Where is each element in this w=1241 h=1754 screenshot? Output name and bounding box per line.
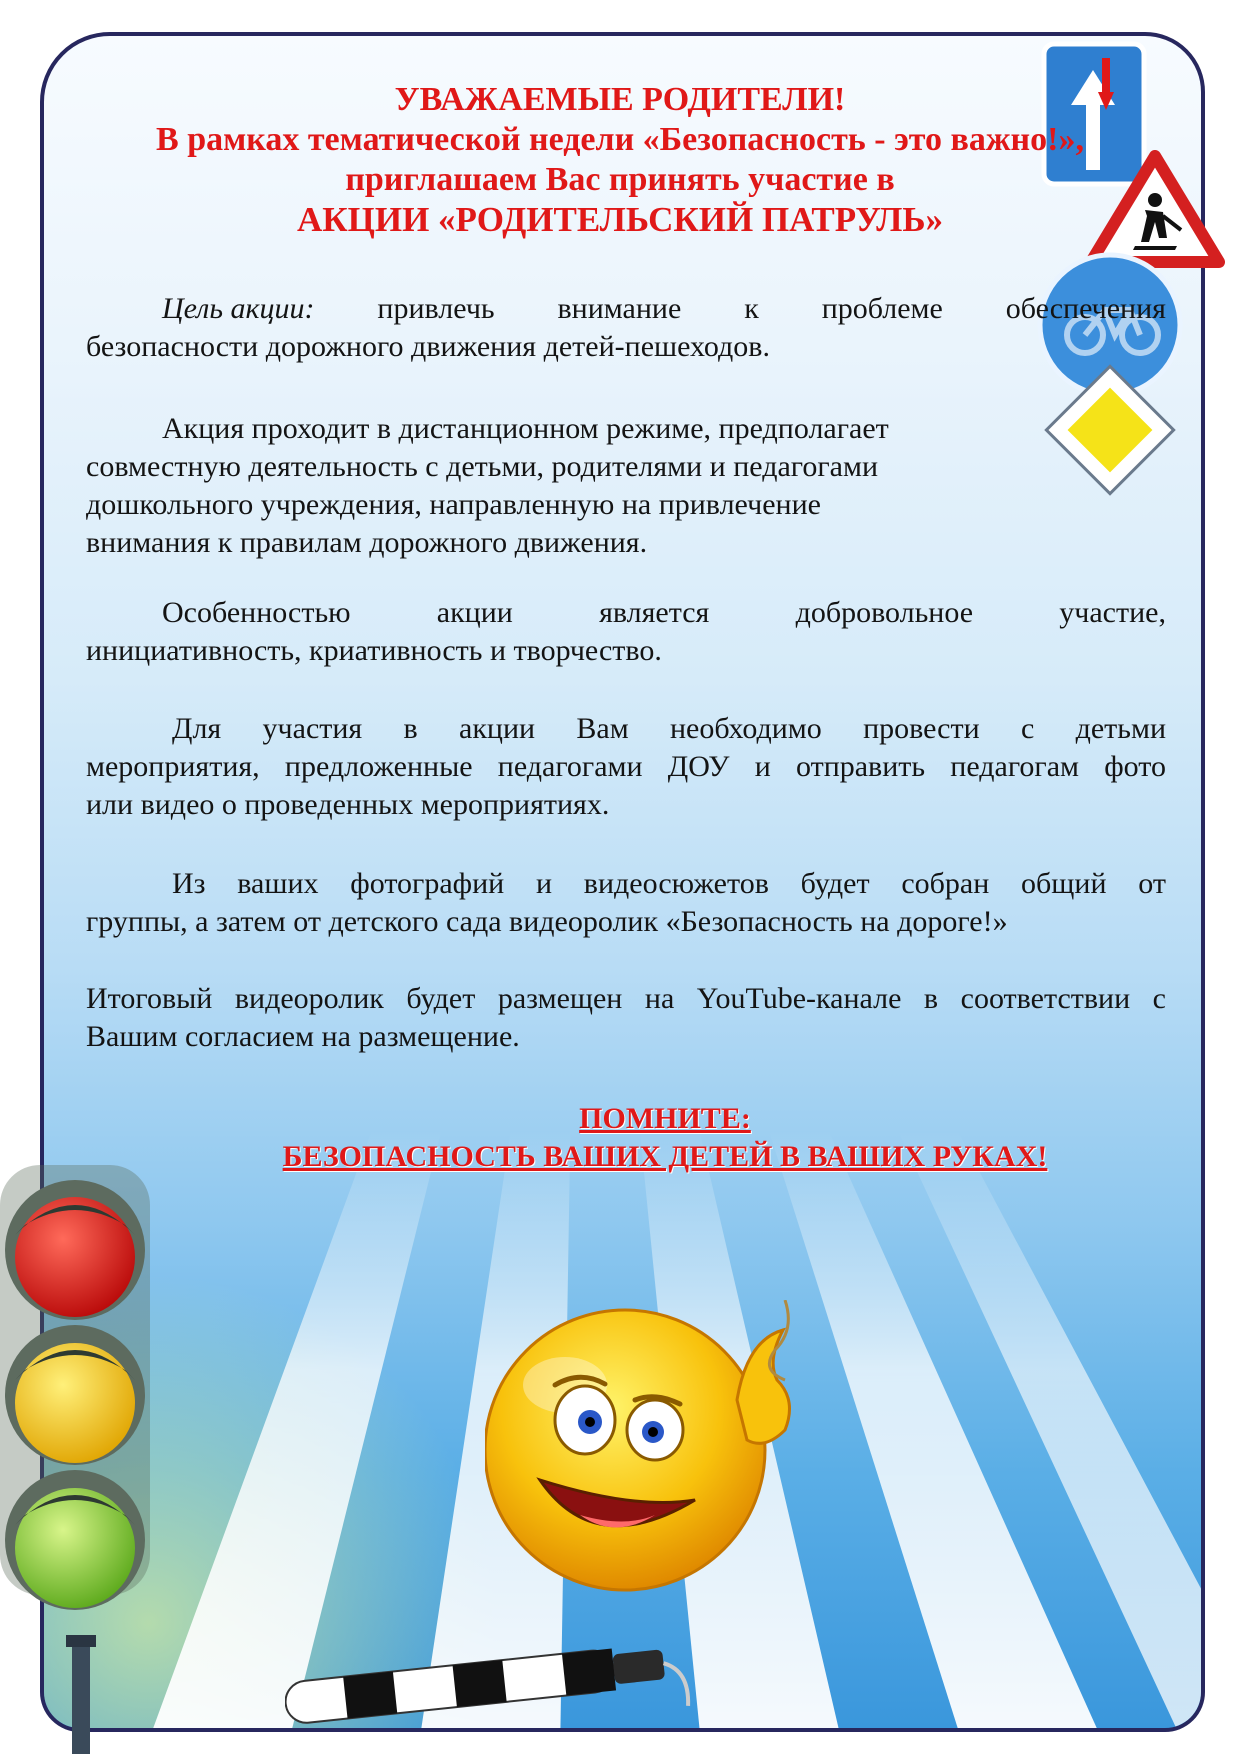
paragraph-features xyxy=(86,594,1166,670)
goal-word: проблеме xyxy=(821,292,943,325)
youtube-line: Итоговый видеоролик будет размещен на YouTube-канале в соответствии с xyxy=(86,982,1166,1015)
paragraph-youtube xyxy=(86,980,1166,1056)
features-word: участие, xyxy=(1059,596,1166,629)
goal-rest: безопасности дорожного движения детей-пешеходов. xyxy=(86,330,770,363)
paragraph-participation xyxy=(86,710,1166,824)
campaign-title: АКЦИИ «РОДИТЕЛЬСКИЙ ПАТРУЛЬ» xyxy=(296,200,944,239)
goal-word: к xyxy=(744,292,759,325)
features-word: акции xyxy=(436,596,513,629)
police-baton-icon xyxy=(285,1632,705,1742)
participation-line: или видео о проведенных мероприятиях. xyxy=(86,788,610,821)
format-line: дошкольного учреждения, направленную на привлечение xyxy=(86,488,821,521)
paragraph-format xyxy=(86,410,986,562)
participation-line: Для участия в акции Вам необходимо провести с детьми xyxy=(172,712,1166,745)
video-line: группы, а затем от детского сада видеоролик «Безопасность на дороге!» xyxy=(86,905,1008,938)
traffic-light-icon xyxy=(0,1165,175,1754)
invitation-line: приглашаем Вас принять участие в xyxy=(345,161,895,198)
slogan-remember: ПОМНИТЕ: xyxy=(579,1102,751,1135)
goal-word: внимание xyxy=(557,292,682,325)
announcement-header xyxy=(80,80,1160,240)
features-word: Особенностью xyxy=(162,596,351,629)
goal-word: привлечь xyxy=(377,292,495,325)
thinking-smiley-icon xyxy=(485,1300,865,1620)
features-rest: инициативность, криативность и творчество. xyxy=(86,634,662,667)
main-road-sign-icon xyxy=(1040,360,1180,500)
format-line: внимания к правилам дорожного движения. xyxy=(86,526,648,559)
greeting-title: УВАЖАЕМЫЕ РОДИТЕЛИ! xyxy=(394,81,846,118)
paragraph-goal xyxy=(86,290,1166,366)
features-word: является xyxy=(599,596,710,629)
paragraph-video xyxy=(86,865,1166,941)
participation-line: мероприятия, предложенные педагогами ДОУ и отправить педагогам фото xyxy=(86,750,1166,783)
goal-lead: Цель акции: xyxy=(162,292,315,325)
format-line: Акция проходит в дистанционном режиме, предполагает xyxy=(162,412,889,445)
features-word: добровольное xyxy=(795,596,974,629)
slogan xyxy=(150,1100,1180,1176)
format-line: совместную деятельность с детьми, родителями и педагогами xyxy=(86,450,879,483)
video-line: Из ваших фотографий и видеосюжетов будет собран общий от xyxy=(172,867,1166,900)
theme-week-line: В рамках тематической недели «Безопасность - это важно!», xyxy=(156,121,1084,158)
goal-word: обеспечения xyxy=(1005,292,1166,325)
slogan-safety: БЕЗОПАСНОСТЬ ВАШИХ ДЕТЕЙ В ВАШИХ РУКАХ! xyxy=(282,1140,1048,1173)
youtube-line: Вашим согласием на размещение. xyxy=(86,1020,520,1053)
